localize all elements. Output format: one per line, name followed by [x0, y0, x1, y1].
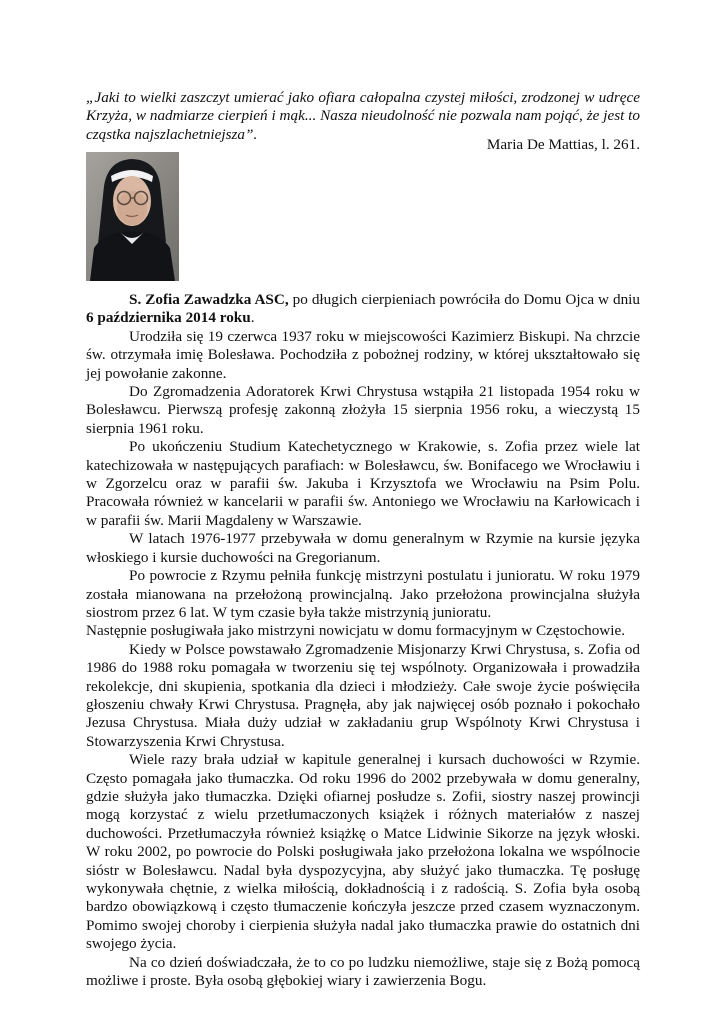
portrait-photo	[86, 152, 179, 281]
paragraph-rome: W latach 1976-1977 przebywała w domu generalnym w Rzymie na kursie języka włoskiego i kursie duchowości na Gregorianum.	[86, 530, 640, 566]
intro-end: .	[250, 309, 255, 327]
paragraph-birth: Urodziła się 19 czerwca 1937 roku w miejscowości Kazimierz Biskupi. Na chrzcie św. otrzymała imię Bolesława. Pochodziła z pobożnej rodziny, w której ukształtowało się jej powołanie zakonne.	[86, 327, 640, 382]
paragraph-novitiate: Następnie posługiwała jako mistrzyni nowicjatu w domu formacyjnym w Częstochowie.	[86, 622, 626, 640]
paragraph-catechesis: Po ukończeniu Studium Katechetycznego w Krakowie, s. Zofia przez wiele lat katechizowała w następujących parafiach: w Bolesławcu, św. Bonifacego we Wrocławiu i w Zgorzelcu oraz w parafii św. Jakuba i Krzysztofa we Wrocławiu na Psim Polu. Pracowała również w kancelarii w parafii św. Antoniego we Wrocławiu na Karłowicach i w parafii św. Marii Magdaleny w Warszawie.	[86, 438, 640, 529]
obituary-text	[86, 291, 640, 990]
sister-name: S. Zofia Zawadzka ASC,	[129, 291, 289, 308]
paragraph-provincial: Po powrocie z Rzymu pełniła funkcję mistrzyni postulatu i junioratu. W roku 1979 została mianowana na przełożoną prowincjalną. Jako przełożona prowincjalna służyła siostrom przez 6 lat. W tym czasie była także mistrzynią junioratu.	[86, 567, 640, 621]
paragraph-congregation: Do Zgromadzenia Adoratorek Krwi Chrystusa wstąpiła 21 listopada 1954 roku w Bolesławcu. Pierwszą profesję zakonną złożyła 15 sierpnia 1956 roku, a wieczystą 15 sierpnia 1961 roku.	[86, 383, 640, 437]
death-date: 6 października 2014 roku	[86, 309, 251, 327]
quote-attribution: Maria De Mattias, l. 261.	[486, 136, 640, 153]
paragraph-translator: Wiele razy brała udział w kapitule generalnej i kursach duchowości w Rzymie. Często pomagała jako tłumaczka. Od roku 1996 do 2002 przebywała w domu generalny, gdzie służyła jako tłumaczka. Dzięki ofiarnej posłudze s. Zofii, siostry naszej prowincji mogą korzystać z wielu przetłumaczonych książek i różnych materiałów z naszej duchowości. Przetłumaczyła również książkę o Matce Lidwinie Sikorze na język włoski. W roku 2002, po powrocie do Polski posługiwała jako przełożona lokalna we wspólnocie sióstr w Bolesławcu. Nadal była dyspozycyjna, aby służyć jako tłumaczka. Tę posługę wykonywała chętnie, z wielka miłością, dokładnością i z radością. S. Zofia była osobą bardzo obowiązkową i często tłumaczenie kończyła jeszcze przed czasem wyznaczonym. Pomimo swojej choroby i cierpienia służyła nadal jako tłumaczka prawie do ostatnich dni swojego życia.	[86, 751, 640, 953]
opening-quote: „Jaki to wielki zaszczyt umierać jako ofiara całopalna czystej miłości, zrodzonej w udręce Krzyża, w nadmiarze cierpień i mąk... Nasza nieudolność nie pozwala nam pojąć, że jest to cząstka najszlachetniejsza”.	[86, 89, 640, 143]
paragraph-missionaries: Kiedy w Polsce powstawało Zgromadzenie Misjonarzy Krwi Chrystusa, s. Zofia od 1986 do 1988 roku pomagała w tworzeniu się tej wspólnoty. Organizowała i prowadziła rekolekcje, dni skupienia, spotkania dla dzieci i młodzieży. Całe swoje życie poświęciła głoszeniu chwały Krwi Chrystusa. Pragnęła, aby jak najwięcej osób poznało i pokochało Jezusa Chrystusa. Miała duży udział w zakładaniu grup Wspólnoty Krwi Chrystusa i Stowarzyszenia Krwi Chrystusa.	[86, 640, 640, 750]
portrait-photo-icon	[86, 152, 179, 281]
intro-text: po długich cierpieniach powróciła do Domu Ojca w dniu	[288, 291, 640, 308]
intro-paragraph	[86, 291, 640, 328]
paragraph-faith: Na co dzień doświadczała, że to co po ludzku niemożliwe, staje się z Bożą pomocą możliwe i proste. Była osobą głębokiej wiary i zawierzenia Bogu.	[86, 953, 640, 990]
